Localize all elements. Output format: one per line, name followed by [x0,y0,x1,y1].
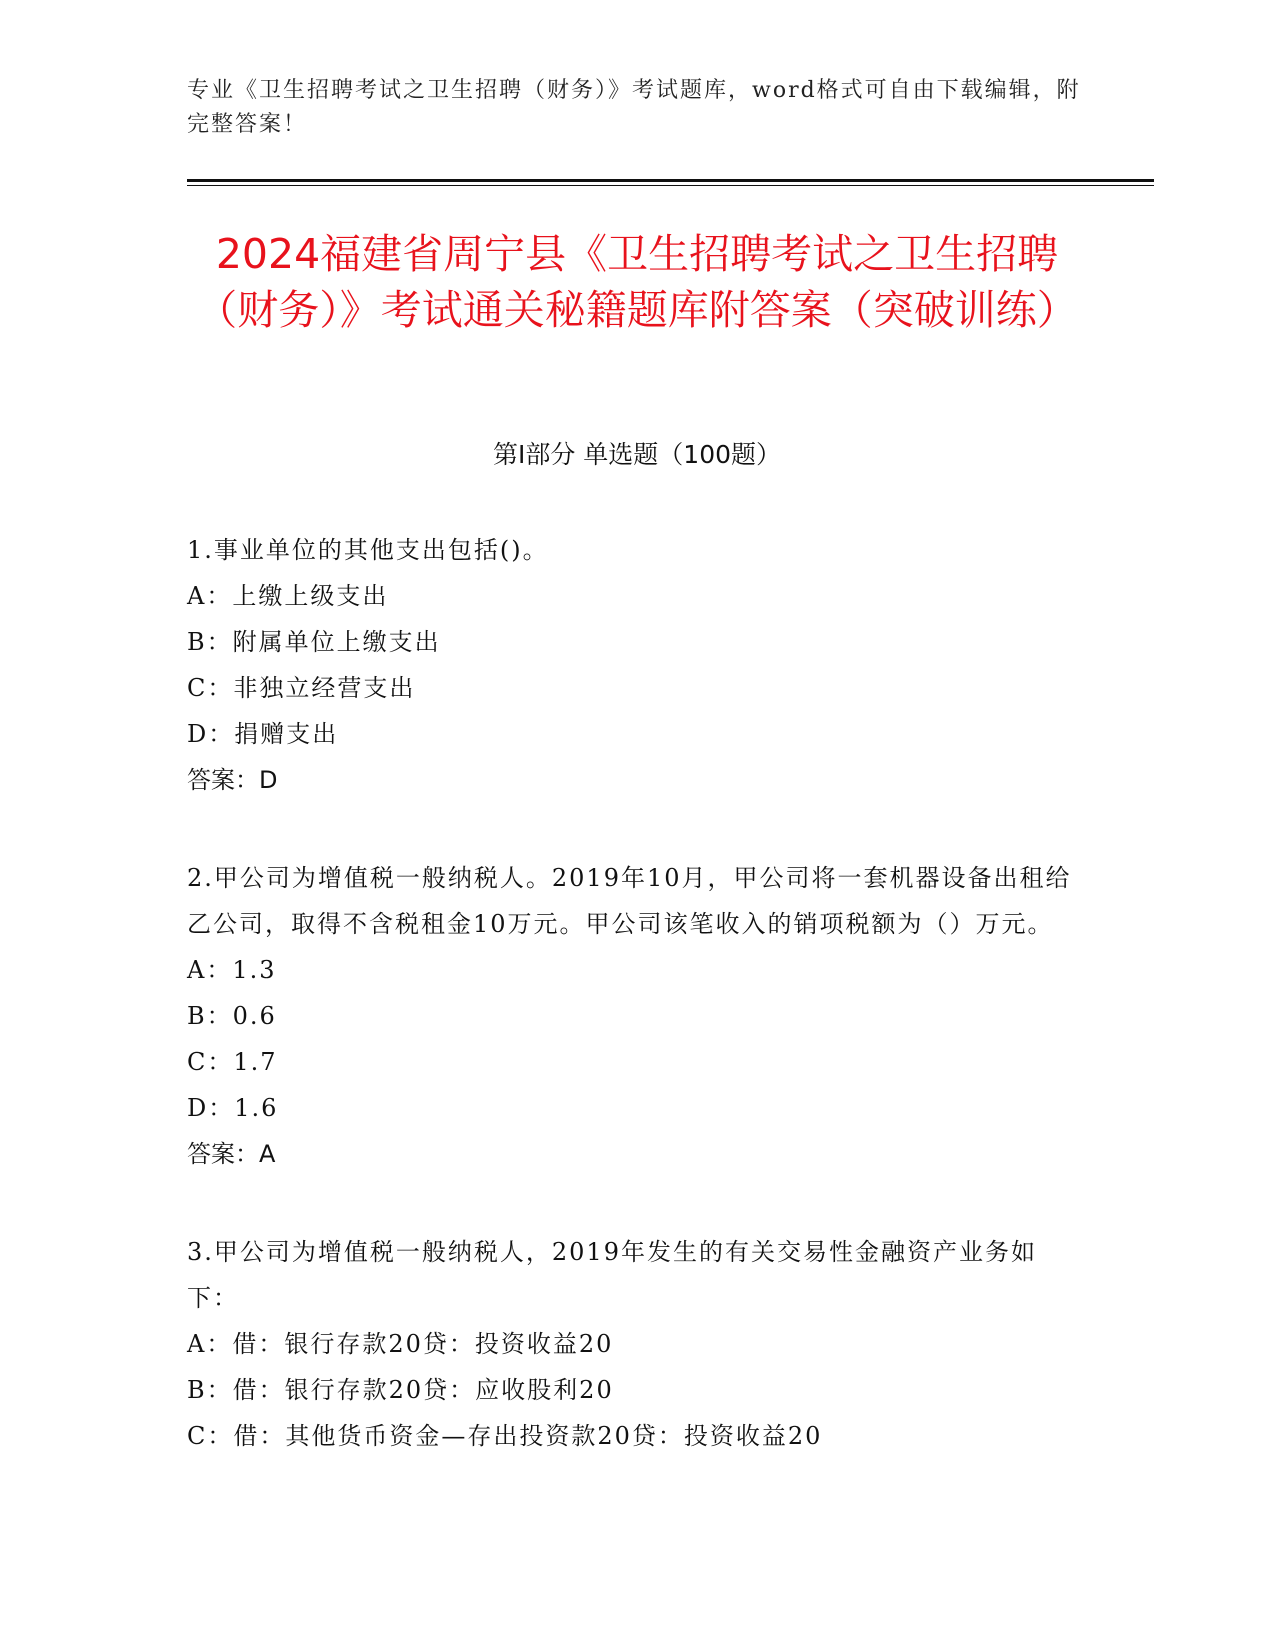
option-a: A：1.3 [187,956,277,984]
header-divider-thick [187,179,1154,182]
header-divider-thin [187,185,1154,186]
header-note: 专业《卫生招聘考试之卫生招聘（财务）》考试题库，word格式可自由下载编辑，附完整答案！ [187,78,1081,137]
option-b: B：借：银行存款20贷：应收股利20 [187,1376,614,1404]
question-1 [187,527,1087,803]
option-d: D：捐赠支出 [187,720,339,748]
option-a: A：借：银行存款20贷：投资收益20 [187,1330,614,1358]
question-stem: 2.甲公司为增值税一般纳税人。2019年10月，甲公司将一套机器设备出租给乙公司，取得不含税租金10万元。甲公司该笔收入的销项税额为（）万元。 [187,864,1072,938]
question-list [187,527,1087,1511]
answer-line: 答案：D [187,766,278,794]
document-title: 2024福建省周宁县《卫生招聘考试之卫生招聘（财务）》考试通关秘籍题库附答案（突破训练） [196,230,1078,334]
option-b: B：0.6 [187,1002,277,1030]
option-c: C：1.7 [187,1048,278,1076]
section-heading: 第I部分 单选题（100题） [492,440,782,469]
option-c: C：非独立经营支出 [187,674,416,702]
option-a: A：上缴上级支出 [187,582,389,610]
option-b: B：附属单位上缴支出 [187,628,441,656]
answer-line: 答案：A [187,1140,276,1168]
option-c: C：借：其他货币资金—存出投资款20贷：投资收益20 [187,1422,823,1450]
question-stem: 3.甲公司为增值税一般纳税人，2019年发生的有关交易性金融资产业务如下： [187,1238,1037,1312]
question-stem: 1.事业单位的其他支出包括()。 [187,536,549,564]
question-2 [187,855,1087,1177]
option-d: D：1.6 [187,1094,279,1122]
question-3 [187,1229,1087,1459]
